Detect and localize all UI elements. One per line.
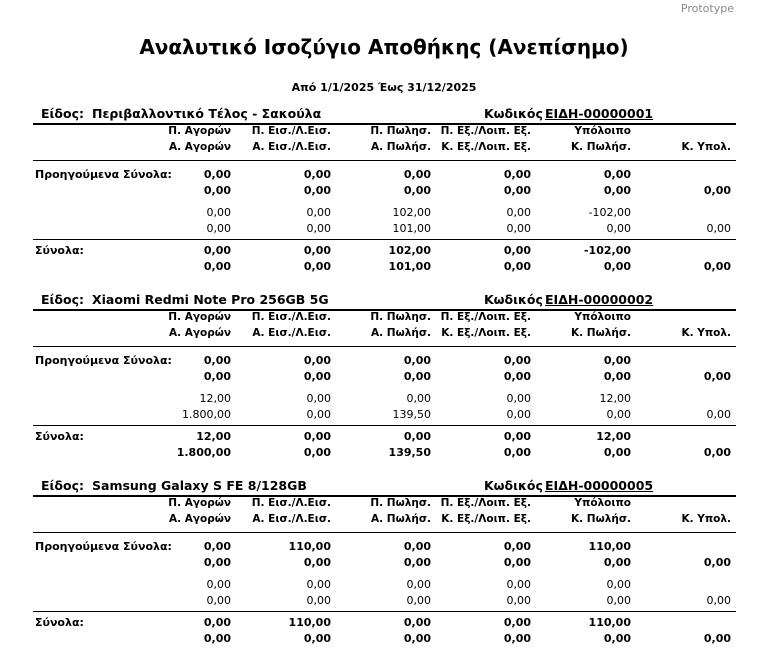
previous-value-row-cell: 0,00: [703, 184, 731, 197]
movement-quantity-row-cell: 0,00: [306, 206, 331, 219]
total-quantity-row-cell: 0,00: [403, 616, 431, 629]
movement-quantity-row-cell: 0,00: [206, 206, 231, 219]
total-value-row-cell: 0,00: [303, 260, 331, 273]
column-header: Α. Εισ./Λ.Εισ.: [252, 327, 331, 339]
movement-value-row-cell: 0,00: [506, 408, 531, 421]
previous-quantity-row-cell: 0,00: [203, 168, 231, 181]
previous-value-row-cell: 0,00: [503, 370, 531, 383]
previous-totals-label: Προηγούμενα Σύνολα:: [35, 354, 172, 367]
column-header: Α. Εισ./Λ.Εισ.: [252, 513, 331, 525]
movement-quantity-row-cell: 102,00: [392, 206, 431, 219]
total-value-row-cell: 139,50: [388, 446, 431, 459]
movement-value-row-cell: 0,00: [206, 594, 231, 607]
movement-value-row-cell: 0,00: [506, 594, 531, 607]
item-name: Samsung Galaxy S FE 8/128GB: [92, 478, 307, 493]
total-value-row-cell: 0,00: [703, 260, 731, 273]
column-header: Κ. Πωλήσ.: [571, 513, 631, 525]
total-quantity-row-cell: 0,00: [503, 430, 531, 443]
movement-value-row-cell: 0,00: [506, 222, 531, 235]
item-header: [33, 106, 736, 124]
column-header: Κ. Υπολ.: [681, 327, 731, 339]
previous-value-row-cell: 0,00: [703, 370, 731, 383]
total-quantity-row-cell: 12,00: [196, 430, 231, 443]
movement-value-row-cell: 0,00: [606, 594, 631, 607]
total-value-row-cell: 101,00: [388, 260, 431, 273]
movement-quantity-row-cell: 0,00: [506, 206, 531, 219]
previous-value-row-cell: 0,00: [403, 370, 431, 383]
item-code-link[interactable]: ΕΙΔΗ-00000001: [545, 106, 654, 121]
column-header: Α. Αγορών: [168, 327, 231, 339]
total-quantity-row-cell: 0,00: [303, 430, 331, 443]
column-header: Υπόλοιπο: [574, 497, 631, 509]
previous-quantity-row-cell: 0,00: [303, 168, 331, 181]
movement-quantity-row-cell: 0,00: [606, 578, 631, 591]
item-label: Είδος:: [41, 292, 84, 307]
movement-value-row-cell: 0,00: [706, 594, 731, 607]
column-header: Α. Πωλήσ.: [371, 327, 431, 339]
column-header: Π. Αγορών: [168, 125, 231, 137]
movement-quantity-row-cell: 0,00: [506, 392, 531, 405]
previous-quantity-row-cell: 0,00: [503, 168, 531, 181]
previous-value-row-cell: 0,00: [203, 556, 231, 569]
movement-value-row-cell: 0,00: [706, 408, 731, 421]
previous-value-row-cell: 0,00: [203, 370, 231, 383]
previous-value-row-cell: 0,00: [603, 370, 631, 383]
movement-value-row-cell: 0,00: [406, 594, 431, 607]
column-header: Υπόλοιπο: [574, 311, 631, 323]
previous-value-row-cell: 0,00: [603, 556, 631, 569]
total-value-row-cell: 0,00: [203, 260, 231, 273]
previous-value-row-cell: 0,00: [503, 184, 531, 197]
previous-quantity-row-cell: 0,00: [403, 540, 431, 553]
movement-quantity-row-cell: 0,00: [406, 578, 431, 591]
column-header: Κ. Υπολ.: [681, 141, 731, 153]
column-header: Π. Εισ./Λ.Εισ.: [251, 125, 331, 137]
total-value-row-cell: 0,00: [303, 446, 331, 459]
previous-quantity-row-cell: 0,00: [603, 354, 631, 367]
item-header: [33, 478, 736, 496]
report-title: Αναλυτικό Ισοζύγιο Αποθήκης (Ανεπίσημο): [139, 35, 629, 59]
total-value-row-cell: 0,00: [603, 632, 631, 645]
previous-quantity-row-cell: 110,00: [288, 540, 331, 553]
item-code-label: Κωδικός: [484, 478, 543, 493]
total-value-row-cell: 0,00: [603, 446, 631, 459]
movement-quantity-row-cell: -102,00: [588, 206, 631, 219]
movement-value-row-cell: 0,00: [706, 222, 731, 235]
movement-quantity-row-cell: 0,00: [406, 392, 431, 405]
previous-quantity-row-cell: 0,00: [503, 354, 531, 367]
total-value-row-cell: 0,00: [503, 446, 531, 459]
movement-quantity-row-cell: 12,00: [199, 392, 231, 405]
previous-value-row-cell: 0,00: [303, 556, 331, 569]
column-header: Π. Εισ./Λ.Εισ.: [251, 497, 331, 509]
divider: [33, 532, 736, 533]
previous-value-row-cell: 0,00: [603, 184, 631, 197]
total-quantity-row-cell: 0,00: [503, 244, 531, 257]
column-header: Π. Αγορών: [168, 311, 231, 323]
movement-value-row-cell: 1.800,00: [182, 408, 231, 421]
previous-quantity-row-cell: 0,00: [303, 354, 331, 367]
previous-totals-label: Προηγούμενα Σύνολα:: [35, 168, 172, 181]
divider: [33, 346, 736, 347]
prototype-label: Prototype: [680, 2, 734, 15]
item-name: Xiaomi Redmi Note Pro 256GB 5G: [92, 292, 329, 307]
column-header: Π. Εξ./Λοιπ. Εξ.: [440, 311, 531, 323]
item-code-link[interactable]: ΕΙΔΗ-00000002: [545, 292, 654, 307]
column-header: Π. Πωλησ.: [370, 497, 431, 509]
movement-value-row-cell: 0,00: [306, 594, 331, 607]
previous-quantity-row-cell: 0,00: [503, 540, 531, 553]
total-value-row-cell: 0,00: [703, 632, 731, 645]
previous-quantity-row-cell: 110,00: [588, 540, 631, 553]
previous-quantity-row-cell: 0,00: [403, 354, 431, 367]
movement-value-row-cell: 0,00: [306, 222, 331, 235]
divider: [33, 611, 736, 612]
movement-value-row-cell: 0,00: [606, 222, 631, 235]
total-quantity-row-cell: 0,00: [203, 616, 231, 629]
previous-value-row-cell: 0,00: [403, 556, 431, 569]
divider: [33, 239, 736, 240]
previous-value-row-cell: 0,00: [203, 184, 231, 197]
item-header: [33, 292, 736, 310]
total-value-row-cell: 0,00: [503, 260, 531, 273]
report-period: Από 1/1/2025 Έως 31/12/2025: [291, 81, 477, 94]
item-name: Περιβαλλοντικό Τέλος - Σακούλα: [92, 106, 322, 121]
total-quantity-row-cell: 0,00: [403, 430, 431, 443]
movement-quantity-row-cell: 0,00: [306, 392, 331, 405]
previous-value-row-cell: 0,00: [703, 556, 731, 569]
divider: [33, 160, 736, 161]
previous-value-row-cell: 0,00: [303, 184, 331, 197]
movement-quantity-row-cell: 0,00: [306, 578, 331, 591]
column-header: Α. Πωλήσ.: [371, 513, 431, 525]
total-value-row-cell: 0,00: [203, 632, 231, 645]
previous-totals-label: Προηγούμενα Σύνολα:: [35, 540, 172, 553]
column-header: Π. Εισ./Λ.Εισ.: [251, 311, 331, 323]
movement-quantity-row-cell: 0,00: [506, 578, 531, 591]
movement-value-row-cell: 139,50: [392, 408, 431, 421]
total-quantity-row-cell: 0,00: [303, 244, 331, 257]
column-header: Π. Πωλησ.: [370, 311, 431, 323]
column-header: Α. Πωλήσ.: [371, 141, 431, 153]
total-quantity-row-cell: 110,00: [288, 616, 331, 629]
total-quantity-row-cell: 12,00: [596, 430, 631, 443]
item-code-label: Κωδικός: [484, 292, 543, 307]
item-label: Είδος:: [41, 106, 84, 121]
column-header: Π. Πωλησ.: [370, 125, 431, 137]
column-header: Α. Αγορών: [168, 141, 231, 153]
movement-value-row-cell: 0,00: [606, 408, 631, 421]
movement-value-row-cell: 0,00: [206, 222, 231, 235]
previous-quantity-row-cell: 0,00: [603, 168, 631, 181]
total-quantity-row-cell: 102,00: [388, 244, 431, 257]
total-value-row-cell: 0,00: [403, 632, 431, 645]
column-header: Κ. Εξ./Λοιπ. Εξ.: [441, 327, 531, 339]
divider: [33, 425, 736, 426]
item-label: Είδος:: [41, 478, 84, 493]
totals-label: Σύνολα:: [35, 244, 84, 257]
total-quantity-row-cell: 0,00: [503, 616, 531, 629]
totals-label: Σύνολα:: [35, 616, 84, 629]
item-code-label: Κωδικός: [484, 106, 543, 121]
column-header: Κ. Πωλήσ.: [571, 141, 631, 153]
column-header: Π. Εξ./Λοιπ. Εξ.: [440, 497, 531, 509]
column-header: Π. Αγορών: [168, 497, 231, 509]
previous-quantity-row-cell: 0,00: [203, 540, 231, 553]
previous-quantity-row-cell: 0,00: [403, 168, 431, 181]
column-header: Κ. Εξ./Λοιπ. Εξ.: [441, 513, 531, 525]
total-value-row-cell: 0,00: [503, 632, 531, 645]
column-header: Π. Εξ./Λοιπ. Εξ.: [440, 125, 531, 137]
column-header: Α. Εισ./Λ.Εισ.: [252, 141, 331, 153]
total-quantity-row-cell: 0,00: [203, 244, 231, 257]
previous-value-row-cell: 0,00: [403, 184, 431, 197]
column-header: Κ. Εξ./Λοιπ. Εξ.: [441, 141, 531, 153]
movement-quantity-row-cell: 12,00: [599, 392, 631, 405]
total-quantity-row-cell: 110,00: [588, 616, 631, 629]
column-header: Κ. Πωλήσ.: [571, 327, 631, 339]
item-code-link[interactable]: ΕΙΔΗ-00000005: [545, 478, 654, 493]
movement-value-row-cell: 101,00: [392, 222, 431, 235]
total-quantity-row-cell: -102,00: [583, 244, 631, 257]
movement-quantity-row-cell: 0,00: [206, 578, 231, 591]
previous-value-row-cell: 0,00: [503, 556, 531, 569]
previous-quantity-row-cell: 0,00: [203, 354, 231, 367]
totals-label: Σύνολα:: [35, 430, 84, 443]
total-value-row-cell: 0,00: [303, 632, 331, 645]
total-value-row-cell: 0,00: [603, 260, 631, 273]
column-header: Κ. Υπολ.: [681, 513, 731, 525]
total-value-row-cell: 0,00: [703, 446, 731, 459]
column-header: Υπόλοιπο: [574, 125, 631, 137]
previous-value-row-cell: 0,00: [303, 370, 331, 383]
total-value-row-cell: 1.800,00: [176, 446, 231, 459]
column-header: Α. Αγορών: [168, 513, 231, 525]
movement-value-row-cell: 0,00: [306, 408, 331, 421]
